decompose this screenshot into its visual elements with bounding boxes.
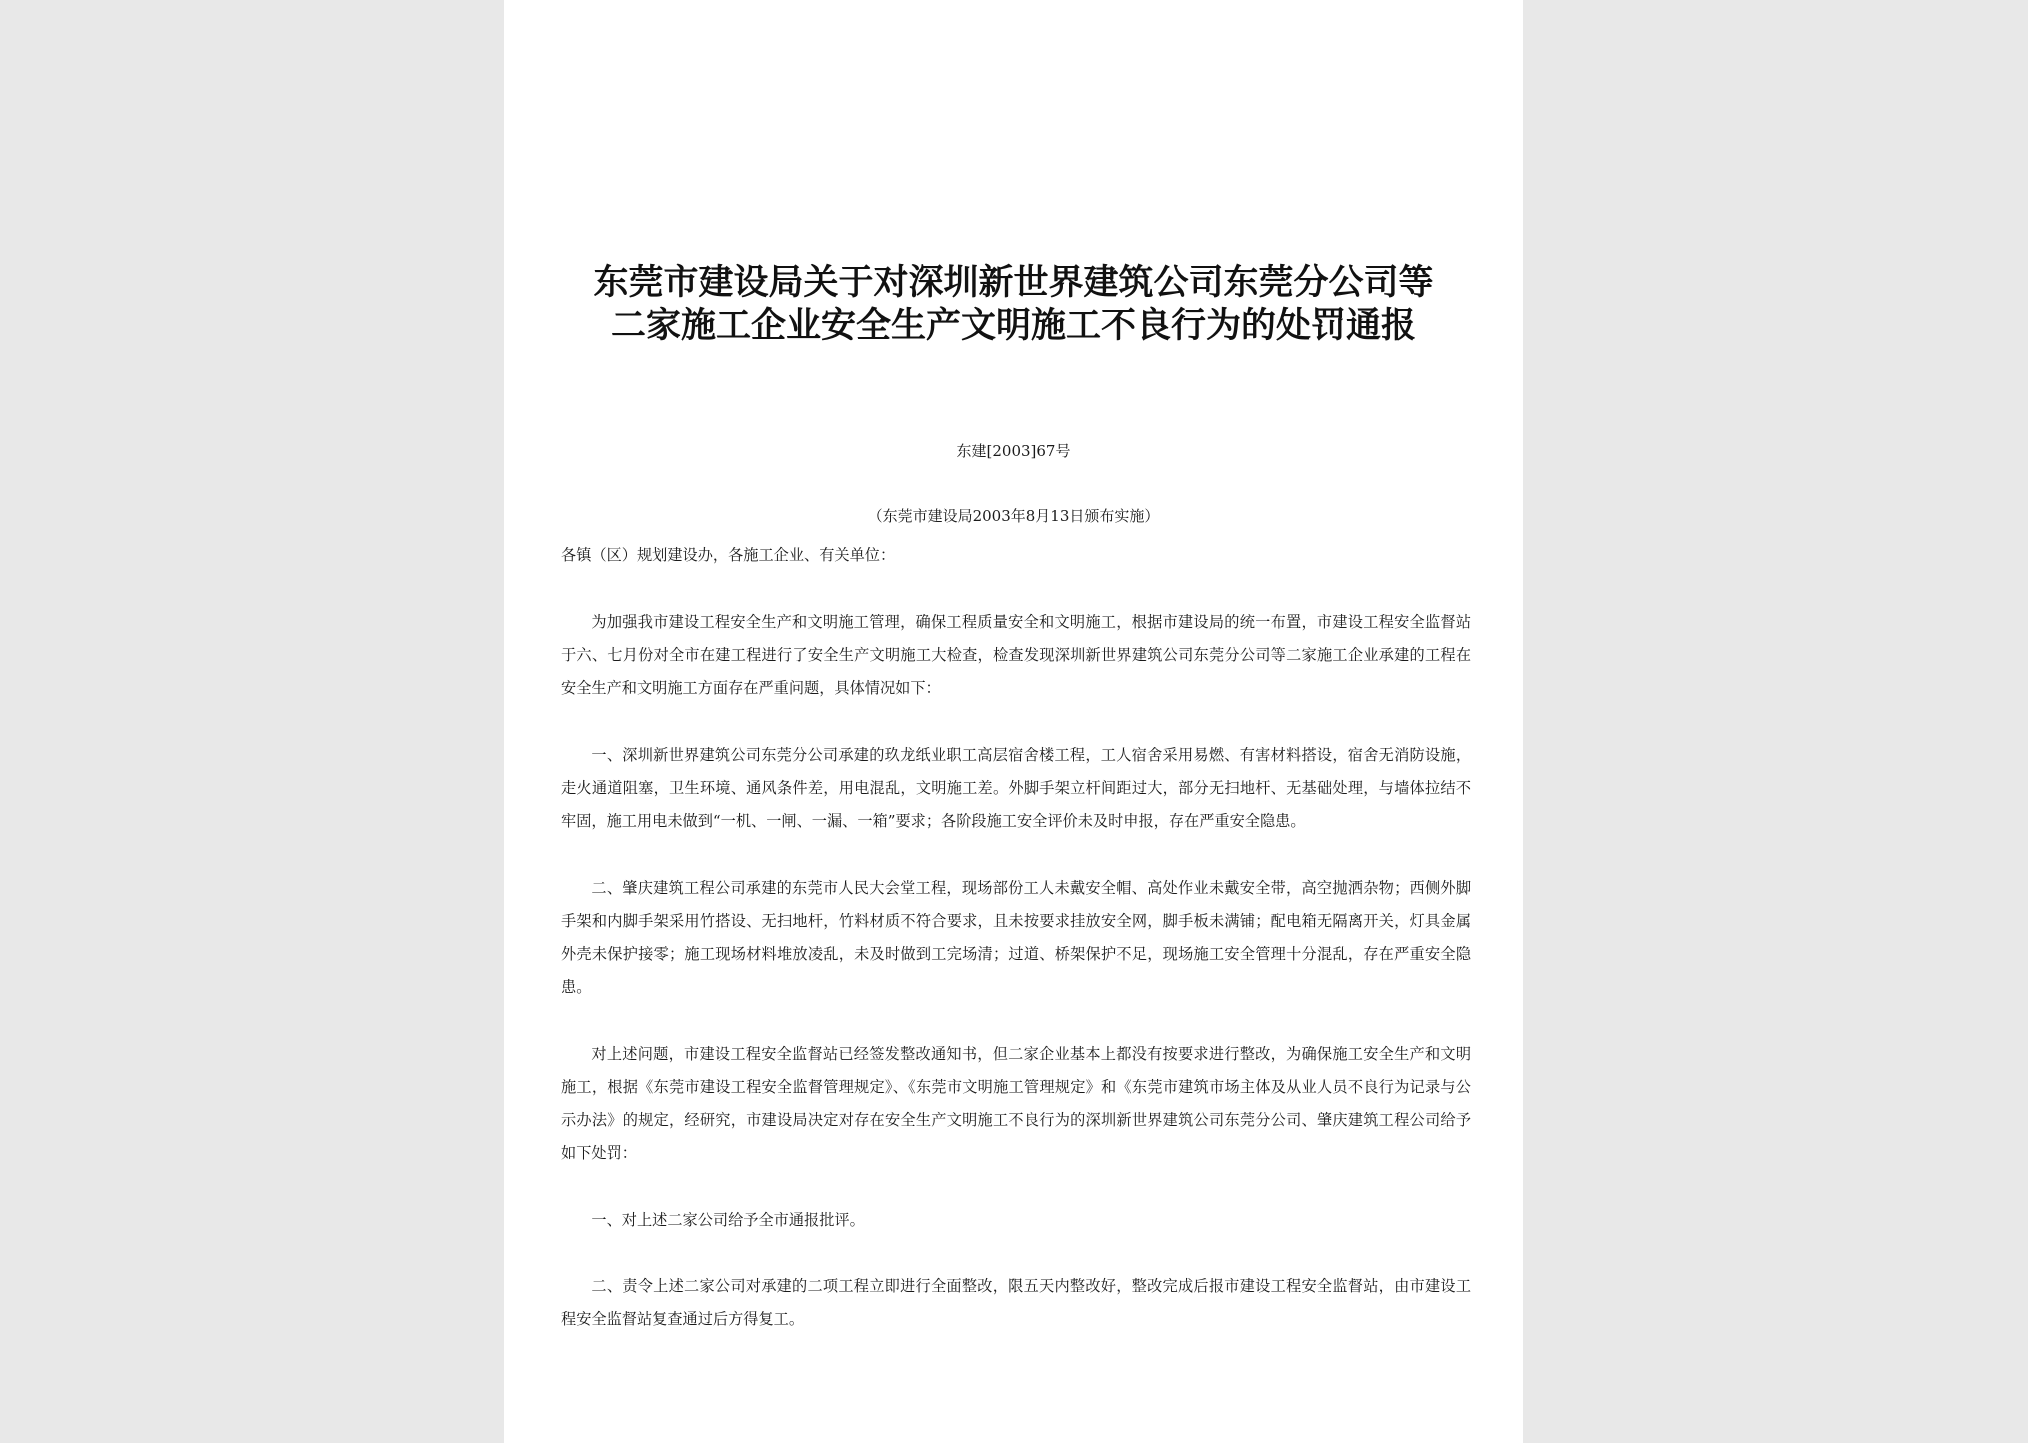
document-body [561,539,1471,1336]
document-page [504,0,1523,1443]
title-line-1: 东莞市建设局关于对深圳新世界建筑公司东莞分公司等 [593,263,1434,303]
paragraph-item-2: 二、肇庆建筑工程公司承建的东莞市人民大会堂工程，现场部份工人未戴安全帽、高处作业未戴安全带，高空抛洒杂物；西侧外脚手架和内脚手架采用竹搭设、无扫地杆，竹料材质不符合要求，且未按要求挂放安全网，脚手板未满铺；配电箱无隔离开关，灯具金属外壳未保护接零；施工现场材料堆放凌乱，未及时做到工完场清；过道、桥架保护不足，现场施工安全管理十分混乱，存在严重安全隐患。 [561,879,1471,996]
document-number: 东建[2003]67号 [956,442,1071,460]
penalty-item-2: 二、责令上述二家公司对承建的二项工程立即进行全面整改，限五天内整改好，整改完成后报市建设工程安全监督站，由市建设工程安全监督站复查通过后方得复工。 [561,1277,1471,1328]
paragraph-decision: 对上述问题，市建设工程安全监督站已经签发整改通知书，但二家企业基本上都没有按要求进行整改，为确保施工安全生产和文明施工，根据《东莞市建设工程安全监督管理规定》、《东莞市文明施工管理规定》和《东莞市建筑市场主体及从业人员不良行为记录与公示办法》的规定，经研究，市建设局决定对存在安全生产文明施工不良行为的深圳新世界建筑公司东莞分公司、肇庆建筑工程公司给予如下处罚： [561,1045,1471,1162]
issue-note: （东莞市建设局2003年8月13日颁布实施） [867,507,1160,525]
salutation: 各镇（区）规划建设办，各施工企业、有关单位： [561,546,896,564]
paragraph-intro: 为加强我市建设工程安全生产和文明施工管理，确保工程质量安全和文明施工，根据市建设局的统一布置，市建设工程安全监督站于六、七月份对全市在建工程进行了安全生产文明施工大检查，检查发现深圳新世界建筑公司东莞分公司等二家施工企业承建的工程在安全生产和文明施工方面存在严重问题，具体情况如下： [561,613,1471,697]
paragraph-item-1: 一、深圳新世界建筑公司东莞分公司承建的玖龙纸业职工高层宿舍楼工程，工人宿舍采用易燃、有害材料搭设，宿舍无消防设施，走火通道阻塞，卫生环境、通风条件差，用电混乱，文明施工差。外脚手架立杆间距过大，部分无扫地杆、无基础处理，与墙体拉结不牢固，施工用电未做到“一机、一闸、一漏、一箱”要求；各阶段施工安全评价未及时申报，存在严重安全隐患。 [561,746,1471,830]
title-line-2: 二家施工企业安全生产文明施工不良行为的处罚通报 [610,306,1416,346]
penalty-item-1: 一、对上述二家公司给予全市通报批评。 [591,1211,865,1229]
document-title [544,262,1483,348]
